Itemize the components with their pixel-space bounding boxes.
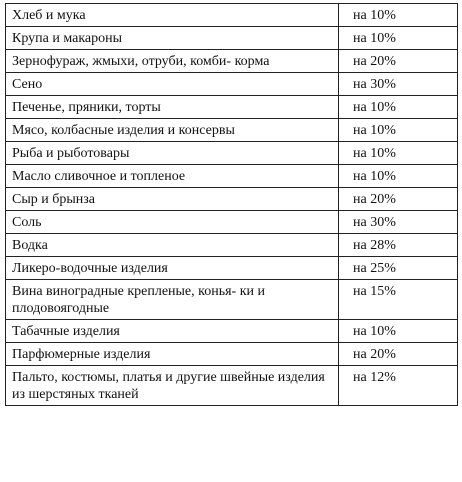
rate-cell: на 10% [339, 27, 458, 50]
rate-cell: на 20% [339, 50, 458, 73]
rate-cell: на 30% [339, 73, 458, 96]
table-row [6, 142, 458, 165]
table-row [6, 257, 458, 280]
goods-line-1: Зернофураж, жмыхи, отруби, комби- корма [12, 54, 270, 69]
goods-cell: Масло сливочное и топленое [6, 165, 339, 188]
rate-cell: на 12% [339, 366, 458, 406]
goods-cell: Печенье, пряники, торты [6, 96, 339, 119]
goods-cell: Рыба и рыботовары [6, 142, 339, 165]
rate-cell: на 15% [339, 280, 458, 320]
goods-cell: Парфюмерные изделия [6, 343, 339, 366]
table-row [6, 320, 458, 343]
table-row [6, 188, 458, 211]
rate-cell: на 28% [339, 234, 458, 257]
rate-cell: на 10% [339, 142, 458, 165]
table-row [6, 73, 458, 96]
goods-cell: Хлеб и мука [6, 4, 339, 27]
table-row [6, 119, 458, 142]
goods-cell: Пальто, костюмы, платья и другие швейные изделия из шерстяных тканей [6, 366, 339, 406]
goods-cell: Мясо, колбасные изделия и консервы [6, 119, 339, 142]
table-row [6, 27, 458, 50]
goods-cell: Водка [6, 234, 339, 257]
table-row [6, 234, 458, 257]
goods-cell: Табачные изделия [6, 320, 339, 343]
rate-cell: на 30% [339, 211, 458, 234]
rate-cell: на 10% [339, 96, 458, 119]
rate-cell: на 10% [339, 320, 458, 343]
goods-cell: Сыр и брынза [6, 188, 339, 211]
table-row [6, 343, 458, 366]
rate-cell: на 20% [339, 343, 458, 366]
goods-cell: Ликеро-водочные изделия [6, 257, 339, 280]
rate-cell: на 10% [339, 4, 458, 27]
goods-cell: Крупа и макароны [6, 27, 339, 50]
table-row [6, 4, 458, 27]
table-row [6, 50, 458, 73]
goods-cell: Соль [6, 211, 339, 234]
table-row [6, 366, 458, 406]
table-row [6, 211, 458, 234]
markup-rates-table [5, 3, 458, 406]
rate-cell: на 20% [339, 188, 458, 211]
table-row [6, 96, 458, 119]
goods-cell: Сено [6, 73, 339, 96]
goods-cell [6, 50, 339, 73]
rate-cell: на 10% [339, 165, 458, 188]
table-row [6, 280, 458, 320]
rate-cell: на 25% [339, 257, 458, 280]
table-row [6, 165, 458, 188]
rate-cell: на 10% [339, 119, 458, 142]
goods-cell: Вина виноградные крепленые, конья- ки и плодовоягодные [6, 280, 339, 320]
